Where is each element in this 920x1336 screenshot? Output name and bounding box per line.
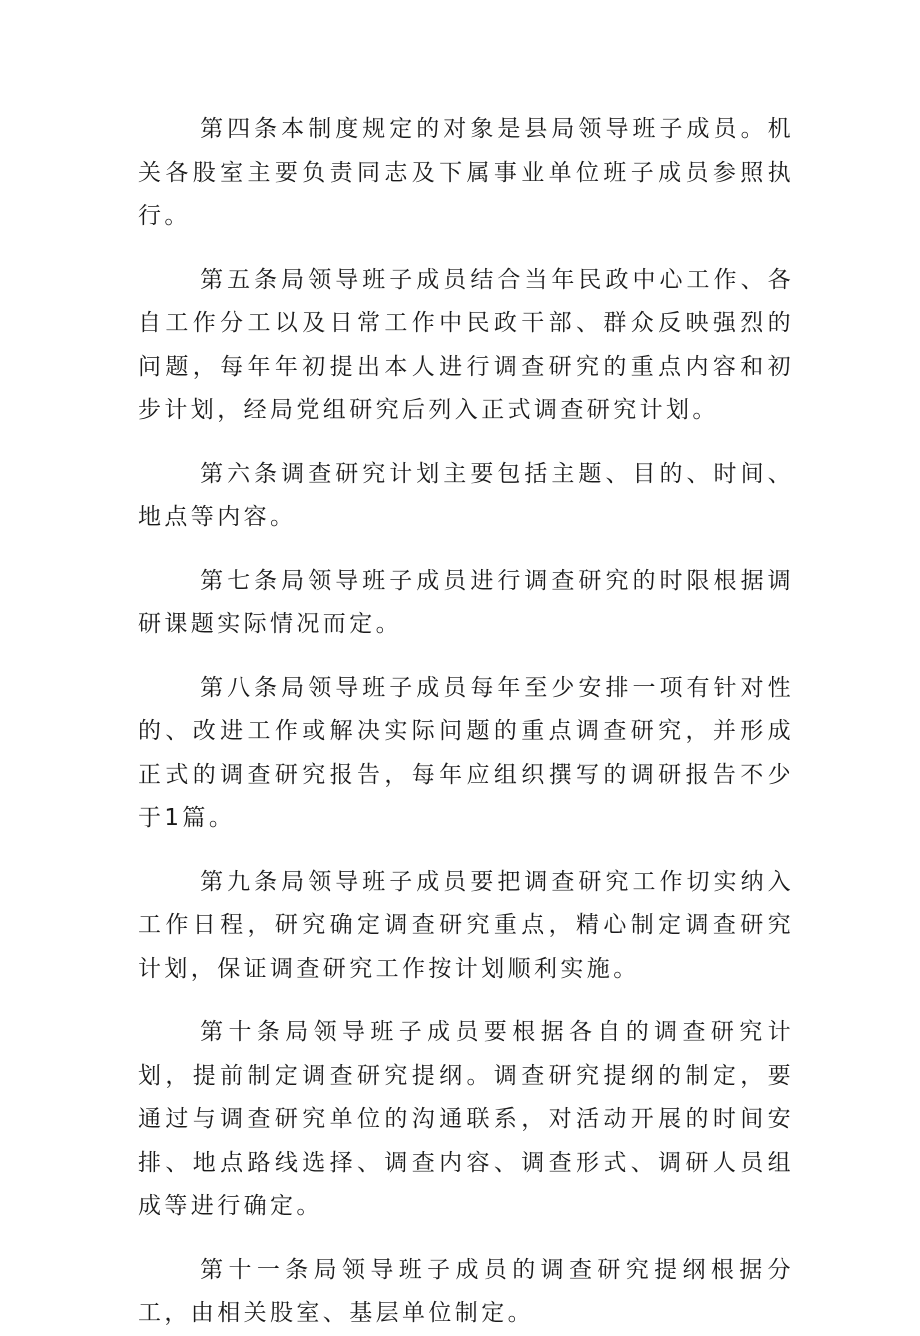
article-8-paragraph: 第八条局领导班子成员每年至少安排一项有针对性的、改进工作或解决实际问题的重点调查研究，并形成正式的调查研究报告，每年应组织撰写的调研报告不少于1篇。	[138, 674, 794, 831]
document-body	[138, 108, 794, 1336]
article-10-paragraph: 第十条局领导班子成员要根据各自的调查研究计划，提前制定调查研究提纲。调查研究提纲的制定，要通过与调查研究单位的沟通联系，对活动开展的时间安排、地点路线选择、调查内容、调查形式、调研人员组成等进行确定。	[138, 1019, 794, 1219]
article-5-paragraph: 第五条局领导班子成员结合当年民政中心工作、各自工作分工以及日常工作中民政干部、群众反映强烈的问题，每年年初提出本人进行调查研究的重点内容和初步计划，经局党组研究后列入正式调查研究计划。	[138, 266, 794, 423]
article-11-paragraph: 第十一条局领导班子成员的调查研究提纲根据分工，由相关股室、基层单位制定。	[138, 1256, 794, 1326]
article-9-paragraph: 第九条局领导班子成员要把调查研究工作切实纳入工作日程，研究确定调查研究重点，精心制定调查研究计划，保证调查研究工作按计划顺利实施。	[138, 868, 794, 982]
article-6-paragraph: 第六条调查研究计划主要包括主题、目的、时间、地点等内容。	[138, 460, 794, 530]
article-4-paragraph: 第四条本制度规定的对象是县局领导班子成员。机关各股室主要负责同志及下属事业单位班子成员参照执行。	[138, 116, 794, 229]
article-7-paragraph: 第七条局领导班子成员进行调查研究的时限根据调研课题实际情况而定。	[138, 567, 794, 637]
